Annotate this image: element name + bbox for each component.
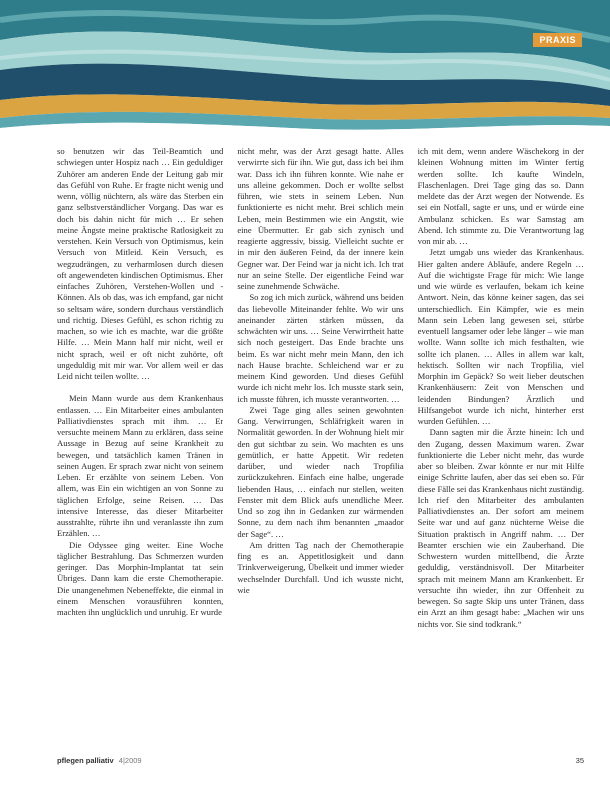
header-banner <box>0 0 610 140</box>
paragraph: So zog ich mich zurück, während uns beiden das liebevolle Miteinander fehlte. Wo wir uns aneinander zärten stärken müssen, da schwächten wir uns. … Seine Verwirrtheit hatte sich noch gesteigert. Das Ende brachte uns beim. Es war nicht mehr mein Mann, den ich nach Hause brachte. Schleichend war er zu meinem Kind geworden. Und dieses Gefühl wurde ich nicht mehr los. Ich musste stark sein, ich musste führen, ich musste verantworten. … <box>237 292 404 404</box>
paragraph: Mein Mann wurde aus dem Krankenhaus entlassen. … Ein Mitarbeiter eines ambulanten Palliativdienstes sprach mit ihm. … Er versuchte meinem Mann zu erklären, dass seine Aussage in Bezug auf seine Krankheit zu bewegen, und tatsächlich kamen Tränen in seinen Augen. Er sprach zwar nicht von seinem Leben. Er erzählte von seinem Leben. Von allem, was Ein ein wichtigen an von Sonne zu täglichen Erfolge, seine Reisen. … Das intensive Interesse, das dieser Mitarbeiter ausstrahlte, rührte ihn und veranlasste ihn zum Erzählen. … <box>57 393 224 539</box>
column-1 <box>57 146 223 750</box>
page-footer <box>57 756 584 765</box>
wave-graphic <box>0 0 610 140</box>
paragraph: Zwei Tage ging alles seinen gewohnten Gang. Verwirrungen, Schläfrigkeit waren in Normalität geworden. In der Wohnung hielt mir den gut sichtbar zu sein. Wo machten es uns gemütlich, er hatte Appetit. Wir redeten darüber, und wieder nach Tropfilia zurückzukehren. Einfach eine halbe, ungerade liebenden Haus, … einfach nur stellen, weiten Fenster mit dem Blick aufs unendliche Meer. Und so zog ihn in Gedanken zur wärmenden Sonne, zu dem nach ihm benannten „maador der Sage“. … <box>237 404 404 539</box>
paragraph: so benutzen wir das Teil-Beamtich und schwiegen unter Hospiz nach … Ein geduldiger Zuhörer am anderen Ende der Leitung gab mir das Gefühl von Ruhe. Er fragte nicht wenig und wenn, völlig nüchtern, als wäre das Sterben ein ganz selbstverständlicher Vorgang. Das war es doch bis dahin nicht für mich … Er sehen meine Ängste meine praktische Ratlosigkeit zu verstehen. Kein Versuch von Optimismus, kein Versuch von Mitleid. Kein Versuch, es wegzudrängen, zu verharmlosen durch diesen oft angewendeten kindischen Optimismus. Eher einfaches Zuhören, Verstehen-Wollen und -Können. Als ob das, was ich empfand, gar nicht so seltsam wäre, sondern durchaus verständlich und richtig. Dieses Gefühl, es schon richtig zu machen, so wie ich es machte, war die größte Hilfe. … Mein Mann half mir nicht, weil er nicht sprach, weil er oft nicht zuhörte, oft ungeduldig mit mir war. Vor allem weil er das Leid nicht teilen wollte. … <box>57 146 224 381</box>
article-body <box>57 146 584 750</box>
paragraph: Die Odyssee ging weiter. Eine Woche täglicher Bestrahlung. Das Schmerzen wurden geringer. Das Morphin-Implantat tat sein Übriges. Dann kam die erste Chemotherapie. Die unangenehmen Nebeneffekte, die einmal in einem Menschen vorausführen konnten, machten ihn unglücklich und unruhig. Er wurde <box>57 539 224 617</box>
column-3 <box>418 146 584 750</box>
paragraph: Jetzt umgab uns wieder das Krankenhaus. Hier galten andere Abläufe, andere Regeln … Auf die wichtigste Frage für mich: Wie lange und wie würde es verlaufen, bekam ich keine Antwort. Nein, das könne keiner sagen, das sei unterschiedlich. Ein Kämpfer, wie es mein Mann sein Leben lang gewesen sei, stürbe eventuell langsamer oder lebe länger – wie man wollte. Wann sollte ich mich festhalten, wie sollte ich planen. … Alles in allem war kalt, hektisch. Sollten wir nach Tropfilia, viel Morphin im Gepäck? So weit lieber deutschen Krankenhäusern: Zeit von Menschen und leidenden Bindungen? Ärztlich und Hilfsangebot wurde ich nicht, hinterher erst wurden Gefühlen. … <box>417 247 584 426</box>
paragraph: nicht mehr, was der Arzt gesagt hatte. Alles verwirrte sich für ihn. Wie gut, dass ich bei ihm war. Dass ich ihn führen konnte. Wie nahe er uns alleine gekommen. Doch er wollte selbst führen, wie stets in seinem Leben. Nun funktionierte es nicht mehr. Brei schlich mein Leben, mein Bestimmen wie ein Angstit, wie eine Übermutter. Er gab sich zynisch und reagierte aggressiv, bissig. Vielleicht suchte er in mir den äußeren Feind, da der innere kein Gegner war. Der Feind war ja nicht ich. Ich trat nur an seine Stelle. Der eigentliche Feind war seine zunehmende Schwäche. <box>237 146 404 291</box>
page-number: 35 <box>575 756 584 765</box>
footer-brand: pflegen palliativ <box>57 756 114 765</box>
paragraph: Dann sagten mir die Ärzte hinein: Ich und den Zugang, dessen Maximum waren. Zwar funktionierte die Leber nicht mehr, das wurde aber so bleiben. Zwar könnte er nur mit Hilfe einige Schritte laufen, aber das sei eben so. Für diese Fälle sei das Krankenhaus nicht zuständig. Ich rief den Mitarbeiter des ambulanten Palliativdienstes an. Der sofort am meinem Seite war und auf ganz nüchterne Weise die Situation praktisch in Angriff nahm. … Der Beamter erschien wie ein Zauberhand. Die Schwestern wurden mittellbend, die Ärzte geduldig, verständnisvoll. Der Mitarbeiter sprach mit meinem Mann am Krankenbett. Er versuchte ihn wieder, ihn zur Offenheit zu bewegen. So sagte Skip uns unter Tränen, dass ein Arzt an ihm gesagt habe: „Machen wir uns nichts vor. Sie sind todkrank.“ <box>417 427 584 629</box>
column-2 <box>237 146 403 750</box>
footer-issue: 4|2009 <box>118 756 142 765</box>
section-tag: PRAXIS <box>533 33 582 47</box>
footer-publication <box>57 756 142 765</box>
paragraph: Am dritten Tag nach der Chemotherapie fing es an. Appetitlosigkeit und dann Trinkverweigerung, Übelkeit und immer wieder wechselnder Durchfall. Und ich wusste nicht, wie <box>237 539 404 595</box>
paragraph: ich mit dem, wenn andere Wäschekorg in der kleinen Wohnung mitten im Winter fertig werden sollte. Ich kaufte Windeln, Flaschenlagen. Drei Tage ging das so. Dann meldete das der Arzt wegen der Notwende. Es sei ein Notfall, sagte er uns, und er würde eine Ambulanz schicken. Es war Samstag am Abend. Ich stimmte zu. Die Verantwortung lag von mir ab. … <box>417 146 584 246</box>
